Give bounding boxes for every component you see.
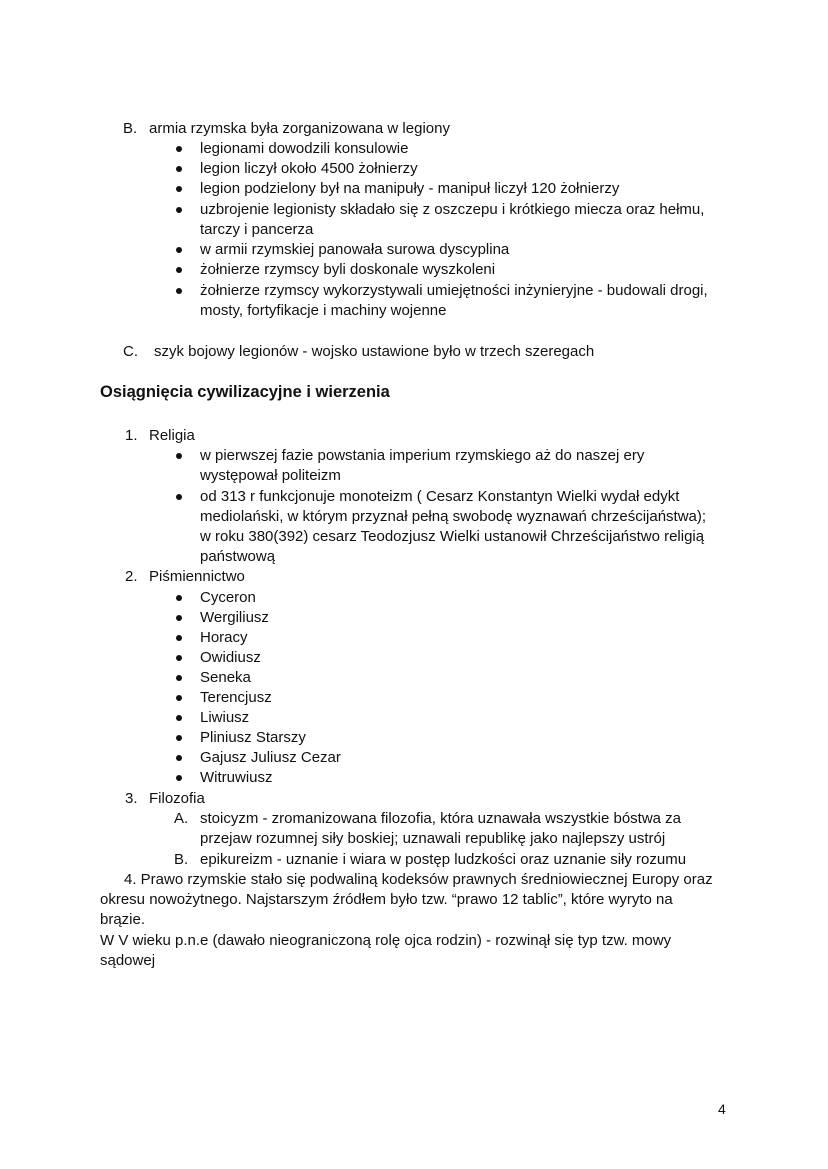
list-item: stoicyzm - zromanizowana filozofia, która uznawała wszystkie bóstwa za — [200, 810, 682, 827]
paragraph-line: sądowej — [100, 952, 156, 969]
list-item: w armii rzymskiej panowała surowa dyscyplina — [200, 241, 510, 258]
section-b-text: armia rzymska była zorganizowana w legiony — [149, 120, 450, 137]
list-item: Gajusz Juliusz Cezar — [200, 749, 341, 766]
list-item: uzbrojenie legionisty składało się z oszczepu i krótkiego miecza oraz hełmu, — [200, 201, 705, 218]
list-item: legionami dowodzili konsulowie — [200, 140, 409, 157]
list-item: Wergiliusz — [200, 609, 269, 626]
bullet-icon — [176, 775, 182, 781]
bullet-icon — [176, 247, 182, 253]
list-marker-b: B. — [174, 851, 189, 868]
bullet-icon — [176, 755, 182, 761]
list-item: Cyceron — [200, 589, 256, 606]
list-item-continuation: mediolański, w którym przyznał pełną swobodę wyznawań chrześcijaństwa); — [200, 508, 707, 525]
bullet-icon — [176, 207, 182, 213]
bullet-icon — [176, 635, 182, 641]
paragraph-line: W V wieku p.n.e (dawało nieograniczoną rolę ojca rodzin) - rozwinął się typ tzw. mowy — [100, 932, 672, 949]
list-item-continuation: mosty, fortyfikacje i machiny wojenne — [200, 302, 447, 319]
bullet-icon — [176, 166, 182, 172]
paragraph-line: okresu nowożytnego. Najstarszym źródłem było tzw. “prawo 12 tablic”, które wyryto na — [100, 891, 673, 908]
list-item: w pierwszej fazie powstania imperium rzymskiego aż do naszej ery — [200, 447, 645, 464]
bullet-icon — [176, 715, 182, 721]
list-item: legion podzielony był na manipuły - manipuł liczył 120 żołnierzy — [200, 180, 620, 197]
list-marker-1: 1. — [125, 427, 138, 444]
list-item-continuation: przejaw rozumnej siły boskiej; uznawali republikę jako najlepszy ustrój — [200, 830, 666, 847]
list-item: Horacy — [200, 629, 248, 646]
bullet-icon — [176, 675, 182, 681]
list-item: Pliniusz Starszy — [200, 729, 306, 746]
paragraph-line: brązie. — [100, 911, 146, 928]
bullet-icon — [176, 595, 182, 601]
bullet-icon — [176, 186, 182, 192]
section-c-text: szyk bojowy legionów - wojsko ustawione było w trzech szeregach — [154, 343, 595, 360]
paragraph-line: 4. Prawo rzymskie stało się podwaliną kodeksów prawnych średniowiecznej Europy oraz — [124, 871, 713, 888]
list-item: Terencjusz — [200, 689, 272, 706]
list-item: żołnierze rzymscy byli doskonale wyszkoleni — [200, 261, 496, 278]
bullet-icon — [176, 735, 182, 741]
bullet-icon — [176, 146, 182, 152]
list-marker-3: 3. — [125, 790, 138, 807]
list-item: Liwiusz — [200, 709, 250, 726]
list-item-continuation: tarczy i pancerza — [200, 221, 314, 238]
bullet-icon — [176, 655, 182, 661]
list-marker-c: C. — [123, 343, 138, 360]
filozofia-title: Filozofia — [149, 790, 205, 807]
bullet-icon — [176, 615, 182, 621]
list-item: epikureizm - uznanie i wiara w postęp ludzkości oraz uznanie siły rozumu — [200, 851, 687, 868]
list-item: żołnierze rzymscy wykorzystywali umiejętności inżynieryjne - budowali drogi, — [200, 282, 708, 299]
list-item: Owidiusz — [200, 649, 261, 666]
bullet-icon — [176, 494, 182, 500]
list-marker-2: 2. — [125, 568, 138, 585]
pismiennictwo-title: Piśmiennictwo — [149, 568, 245, 585]
list-item: od 313 r funkcjonuje monoteizm ( Cesarz Konstantyn Wielki wydał edykt — [200, 488, 680, 505]
list-marker-a: A. — [174, 810, 189, 827]
list-item: legion liczył około 4500 żołnierzy — [200, 160, 418, 177]
page-number: 4 — [718, 1101, 726, 1117]
list-item-continuation: państwową — [200, 548, 276, 565]
list-item-continuation: występował politeizm — [200, 467, 341, 484]
bullet-icon — [176, 267, 182, 273]
bullet-icon — [176, 695, 182, 701]
section-heading: Osiągnięcia cywilizacyjne i wierzenia — [100, 383, 390, 401]
list-item: Witruwiusz — [200, 769, 273, 786]
bullet-icon — [176, 453, 182, 459]
religia-title: Religia — [149, 427, 195, 444]
list-item: Seneka — [200, 669, 251, 686]
list-marker-b: B. — [123, 120, 138, 137]
list-item-continuation: w roku 380(392) cesarz Teodozjusz Wielki ustanowił Chrześcijaństwo religią — [200, 528, 705, 545]
bullet-icon — [176, 288, 182, 294]
